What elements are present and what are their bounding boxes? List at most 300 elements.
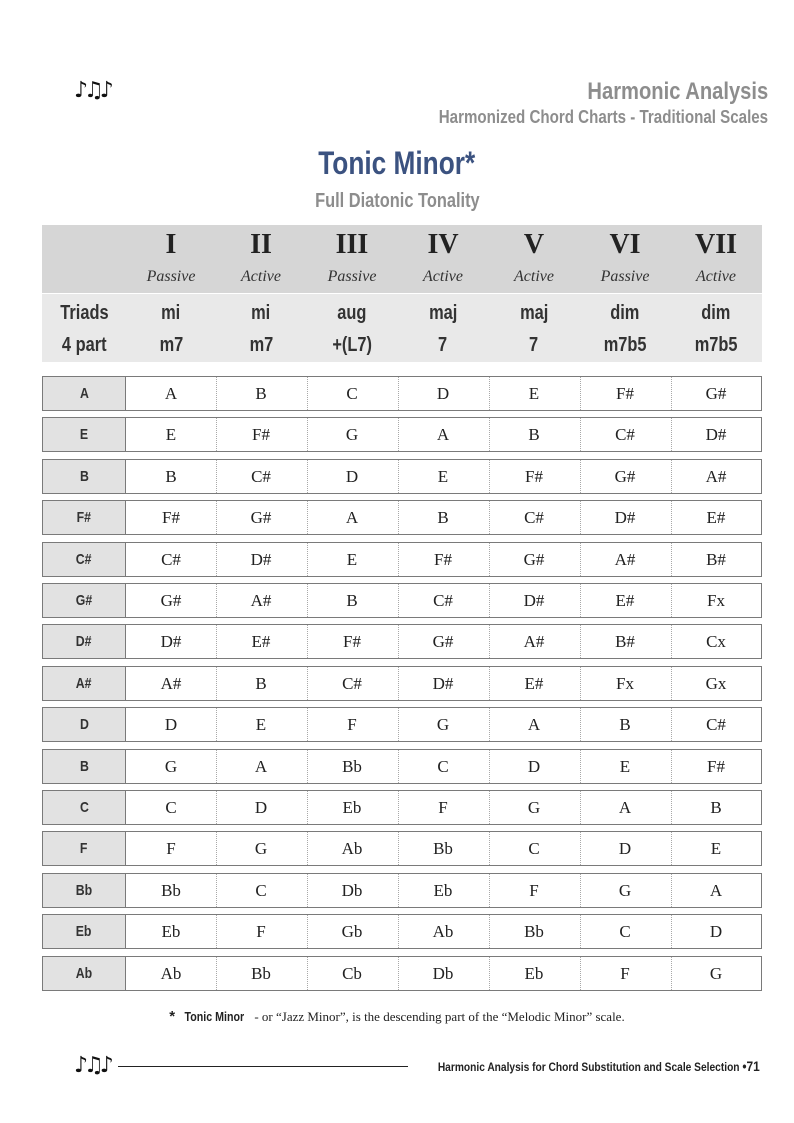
column-divider (489, 377, 490, 410)
chord-cell: A (164, 384, 178, 403)
table-row (42, 376, 762, 411)
column-divider (398, 750, 399, 783)
column-divider (216, 832, 217, 865)
column-divider (580, 501, 581, 534)
chord-cell: F# (434, 549, 452, 569)
chord-cell: E (710, 839, 722, 859)
table-row (42, 624, 762, 659)
chord-cell: C# (706, 715, 726, 735)
four-part-quality-text: m7 (249, 334, 273, 356)
column-divider (671, 667, 672, 700)
chord-cell: A (527, 715, 541, 735)
chord-cell: Ab (432, 922, 454, 942)
chord-cell: A# (705, 466, 727, 486)
table-row (42, 914, 762, 949)
triads-label (42, 302, 126, 325)
chord-cell: Ab (341, 839, 363, 859)
chord-cell: D (436, 384, 450, 403)
column-divider (489, 418, 490, 451)
chord-cell: G# (614, 466, 636, 486)
column-divider (580, 915, 581, 948)
degree-numeral: VI (609, 229, 641, 260)
page-title-wrap (0, 145, 794, 182)
column-divider (580, 543, 581, 576)
column-divider (580, 584, 581, 617)
chord-cell: D# (250, 549, 272, 569)
column-divider (216, 915, 217, 948)
triad-quality-text: maj (519, 302, 549, 324)
column-divider (398, 625, 399, 658)
chord-cell: D (345, 466, 359, 486)
column-divider (398, 915, 399, 948)
four-part-quality-text: m7b5 (694, 334, 738, 356)
chord-cell: Bb (524, 922, 544, 942)
chord-cell: E (528, 384, 540, 403)
chord-cell: A# (160, 673, 182, 693)
chord-cell: Bb (251, 963, 271, 983)
triad-quality-text: mi (161, 302, 181, 324)
chord-cell: G# (250, 508, 272, 528)
header-title: Harmonic Analysis (587, 78, 768, 105)
column-divider (398, 543, 399, 576)
table-row (42, 831, 762, 866)
column-divider (216, 584, 217, 617)
degree-function: Passive (600, 268, 650, 285)
chord-cell: E# (615, 591, 635, 610)
chord-cell: E (619, 756, 631, 776)
chord-cell: B (528, 425, 540, 445)
chord-cell: D# (160, 632, 182, 652)
column-divider (307, 418, 308, 451)
footer-rule (118, 1066, 408, 1067)
footer-music-notes-icon: ♪♫♪ (74, 1053, 110, 1078)
column-divider (489, 625, 490, 658)
column-divider (398, 584, 399, 617)
column-divider (398, 377, 399, 410)
column-divider (580, 957, 581, 990)
column-divider (580, 460, 581, 493)
row-key (43, 957, 126, 990)
row-key (43, 460, 126, 493)
chord-cell: C (437, 756, 449, 776)
row-key-text: Bb (75, 881, 93, 899)
column-divider (580, 667, 581, 700)
table-row (42, 749, 762, 784)
column-divider (307, 874, 308, 907)
four-part-quality (671, 334, 761, 357)
column-divider (216, 750, 217, 783)
chord-cell: G (618, 880, 632, 900)
chord-cell: C# (161, 549, 181, 569)
row-key-text: A (79, 385, 89, 402)
chord-cell: Cx (706, 632, 726, 652)
page-number: •71 (742, 1058, 760, 1074)
chord-cell: F# (616, 384, 634, 403)
table-row (42, 873, 762, 908)
table-row (42, 417, 762, 452)
chord-cell: Fx (616, 673, 634, 693)
chord-cell: D (709, 922, 723, 942)
footnote-star: * (169, 1008, 176, 1025)
four-part-quality (489, 334, 579, 357)
row-key (43, 708, 126, 741)
footer-text (438, 1058, 760, 1074)
chord-cell: Db (432, 963, 454, 983)
column-divider (489, 832, 490, 865)
row-key-text: A# (76, 674, 92, 692)
row-key (43, 750, 126, 783)
chord-cell: C (346, 384, 358, 403)
column-divider (216, 377, 217, 410)
degree-function: Active (514, 268, 554, 285)
row-key (43, 915, 126, 948)
column-divider (671, 832, 672, 865)
chord-cell: F (347, 715, 357, 735)
page-title: Tonic Minor* (318, 145, 476, 181)
column-divider (398, 957, 399, 990)
triad-quality (489, 302, 579, 325)
chord-cell: Eb (342, 798, 362, 817)
chord-cell: B (346, 591, 358, 610)
column-divider (307, 957, 308, 990)
chord-cell: C (528, 839, 540, 859)
chord-cell: B (619, 715, 631, 735)
degree-function: Passive (327, 268, 377, 285)
column-divider (216, 957, 217, 990)
chord-cell: C# (615, 425, 635, 445)
table-row (42, 583, 762, 618)
footnote-term: Tonic Minor (184, 1009, 245, 1024)
column-divider (398, 791, 399, 824)
chord-cell: E# (706, 508, 726, 528)
table-row (42, 666, 762, 701)
chord-cell: G# (160, 591, 182, 610)
footer-book-title: Harmonic Analysis for Chord Substitution and Scale Selection (438, 1060, 740, 1074)
row-key (43, 418, 126, 451)
chord-cell: B# (615, 632, 635, 652)
table-row (42, 542, 762, 577)
chord-cell: G (254, 839, 268, 859)
chord-cell: F# (707, 756, 725, 776)
four-part-quality (126, 334, 216, 357)
chord-cell: Eb (433, 880, 453, 900)
column-divider (489, 460, 490, 493)
column-divider (489, 584, 490, 617)
chord-cell: A# (523, 632, 545, 652)
chord-cell: Gb (341, 922, 363, 942)
chord-cell: A (709, 880, 723, 900)
chord-cell: G (709, 963, 723, 983)
chord-cell: A# (250, 591, 272, 610)
chord-cell: D (254, 798, 268, 817)
degree-function: Active (696, 268, 736, 285)
column-divider (671, 584, 672, 617)
chord-cell: Eb (161, 922, 181, 942)
column-divider (580, 377, 581, 410)
column-divider (216, 874, 217, 907)
chord-cell: D (618, 839, 632, 859)
triad-quality-text: mi (251, 302, 271, 324)
chord-cell: C# (251, 466, 271, 486)
four-part-quality-text: 7 (438, 334, 448, 356)
row-key-text: C# (76, 550, 92, 568)
column-divider (489, 667, 490, 700)
chord-cell: D (527, 756, 541, 776)
column-divider (307, 501, 308, 534)
triad-quality (671, 302, 761, 325)
chord-cell: E (165, 425, 177, 445)
chord-cell: F# (525, 466, 543, 486)
degree-numeral: II (250, 229, 272, 260)
table-row (42, 500, 762, 535)
four-part-quality-text: m7 (159, 334, 183, 356)
chord-cell: Fx (707, 591, 725, 610)
column-divider (671, 791, 672, 824)
footnote-text: - or “Jazz Minor”, is the descending part of the “Melodic Minor” scale. (251, 1009, 625, 1024)
row-key (43, 377, 126, 410)
row-key (43, 625, 126, 658)
degree-function: Active (241, 268, 281, 285)
row-key-text: F (80, 840, 88, 858)
row-key-text: E (79, 426, 89, 444)
column-divider (580, 874, 581, 907)
column-divider (307, 584, 308, 617)
page-subtitle: Full Diatonic Tonality (314, 190, 480, 212)
row-key (43, 667, 126, 700)
column-divider (307, 625, 308, 658)
chord-cell: Eb (524, 963, 544, 983)
chord-cell: B (437, 508, 449, 528)
column-divider (307, 708, 308, 741)
chord-cell: G (527, 798, 541, 817)
chord-cell: B (255, 384, 267, 403)
column-divider (216, 708, 217, 741)
degree-numeral: I (165, 229, 177, 260)
row-key (43, 791, 126, 824)
column-divider (489, 957, 490, 990)
chord-cell: Bb (342, 756, 362, 776)
column-divider (398, 418, 399, 451)
chord-cell: Bb (433, 839, 453, 859)
row-key-text: G# (75, 592, 93, 609)
row-key-text: B (79, 467, 89, 485)
chord-cell: B (165, 466, 177, 486)
chord-cell: B (255, 673, 267, 693)
chord-cell: F# (343, 632, 361, 652)
chord-cell: C (165, 798, 177, 817)
row-key (43, 501, 126, 534)
column-divider (671, 418, 672, 451)
chord-cell: C# (524, 508, 544, 528)
row-key (43, 543, 126, 576)
column-divider (671, 915, 672, 948)
footnote (0, 1008, 794, 1025)
column-divider (671, 957, 672, 990)
four-part-quality-text: m7b5 (603, 334, 647, 356)
column-divider (398, 667, 399, 700)
chord-cell: F# (252, 425, 270, 445)
column-divider (307, 750, 308, 783)
chord-cell: Cb (342, 963, 362, 983)
row-key-text: Ab (75, 964, 93, 982)
chord-cell: C# (433, 591, 453, 610)
triad-quality (580, 302, 670, 325)
chord-cell: G (345, 425, 359, 445)
chord-cell: E# (524, 673, 544, 693)
row-key-text: D# (76, 633, 92, 651)
four-part-quality (580, 334, 670, 357)
four-part-quality-text: +(L7) (332, 334, 372, 356)
column-divider (671, 460, 672, 493)
column-divider (216, 418, 217, 451)
row-key-text: B (79, 757, 89, 775)
column-divider (489, 750, 490, 783)
table-row (42, 790, 762, 825)
chord-cell: G# (432, 632, 454, 652)
chord-cell: Gx (705, 673, 727, 693)
chord-cell: A# (614, 549, 636, 569)
column-divider (671, 750, 672, 783)
column-divider (671, 625, 672, 658)
column-divider (216, 543, 217, 576)
row-key-text: F# (76, 509, 92, 527)
four-part-quality (398, 334, 488, 357)
page-subtitle-wrap (0, 190, 794, 213)
triad-quality-text: maj (428, 302, 458, 324)
four-part-label-text: 4 part (61, 334, 107, 356)
table-row (42, 459, 762, 494)
header-subtitle: Harmonized Chord Charts - Traditional Scales (438, 107, 768, 127)
chord-cell: A (345, 508, 359, 528)
chord-cell: F (529, 880, 539, 900)
column-divider (216, 667, 217, 700)
triad-quality-text: aug (337, 302, 367, 324)
column-divider (307, 543, 308, 576)
column-divider (580, 791, 581, 824)
triad-quality (126, 302, 216, 325)
chord-cell: F (166, 839, 176, 859)
column-divider (580, 750, 581, 783)
triad-quality-text: dim (610, 302, 640, 324)
chord-cell: Db (341, 880, 363, 900)
chord-cell: F (438, 798, 448, 817)
column-divider (216, 625, 217, 658)
chord-cell: D# (432, 673, 454, 693)
four-part-quality-text: 7 (529, 334, 539, 356)
chord-cell: E# (251, 632, 271, 652)
row-key (43, 832, 126, 865)
column-divider (307, 915, 308, 948)
chord-cell: D (164, 715, 178, 735)
triad-quality-text: dim (701, 302, 731, 324)
chord-cell: G (436, 715, 450, 735)
four-part-label (42, 334, 126, 357)
chord-cell: F# (162, 508, 180, 528)
degree-numeral: V (523, 229, 545, 260)
chord-cell: C (619, 922, 631, 942)
chord-cell: F (620, 963, 630, 983)
triad-quality (307, 302, 397, 325)
column-divider (216, 791, 217, 824)
chord-cell: C# (342, 673, 362, 693)
four-part-quality (216, 334, 306, 357)
table-row (42, 707, 762, 742)
row-key (43, 584, 126, 617)
chord-cell: G (164, 756, 178, 776)
column-divider (398, 832, 399, 865)
degree-numeral: III (335, 229, 369, 260)
row-key-text: Eb (76, 923, 92, 941)
column-divider (580, 625, 581, 658)
column-divider (307, 460, 308, 493)
column-divider (489, 874, 490, 907)
chord-cell: G# (523, 549, 545, 569)
chord-cell: D# (614, 508, 636, 528)
chord-cell: E (346, 549, 358, 569)
row-key-text: C (79, 799, 89, 816)
table-row (42, 956, 762, 991)
four-part-quality (307, 334, 397, 357)
column-divider (307, 667, 308, 700)
column-divider (489, 501, 490, 534)
column-divider (489, 915, 490, 948)
degree-function: Active (423, 268, 463, 285)
chord-cell: A (436, 425, 450, 445)
degree-function: Passive (146, 268, 196, 285)
column-divider (671, 708, 672, 741)
chord-cell: B# (706, 549, 726, 569)
column-divider (398, 874, 399, 907)
column-divider (489, 543, 490, 576)
column-divider (307, 791, 308, 824)
column-divider (307, 832, 308, 865)
chord-cell: Bb (161, 880, 181, 900)
triad-quality (216, 302, 306, 325)
column-divider (398, 460, 399, 493)
column-divider (489, 791, 490, 824)
column-divider (671, 501, 672, 534)
degree-numeral: VII (694, 229, 737, 260)
column-divider (398, 708, 399, 741)
chord-cell: E (437, 466, 449, 486)
column-divider (580, 708, 581, 741)
degree-numeral: IV (427, 229, 459, 260)
chord-cell: F (256, 922, 266, 942)
column-divider (671, 543, 672, 576)
column-divider (580, 832, 581, 865)
chord-cell: E (255, 715, 267, 735)
column-divider (489, 708, 490, 741)
chord-cell: D# (705, 425, 727, 445)
chord-cell: B (710, 798, 722, 817)
triad-quality (398, 302, 488, 325)
chord-cell: G# (705, 384, 727, 403)
music-notes-icon: ♪♫♪ (74, 78, 110, 103)
column-divider (216, 501, 217, 534)
row-key (43, 874, 126, 907)
column-divider (398, 501, 399, 534)
triads-label-text: Triads (59, 302, 109, 324)
chord-cell: Ab (160, 963, 182, 983)
chord-cell: A (254, 756, 268, 776)
column-divider (307, 377, 308, 410)
chord-cell: A (618, 798, 632, 817)
row-key-text: D (79, 716, 89, 734)
column-divider (580, 418, 581, 451)
column-divider (671, 377, 672, 410)
column-divider (216, 460, 217, 493)
chord-cell: C (255, 880, 267, 900)
